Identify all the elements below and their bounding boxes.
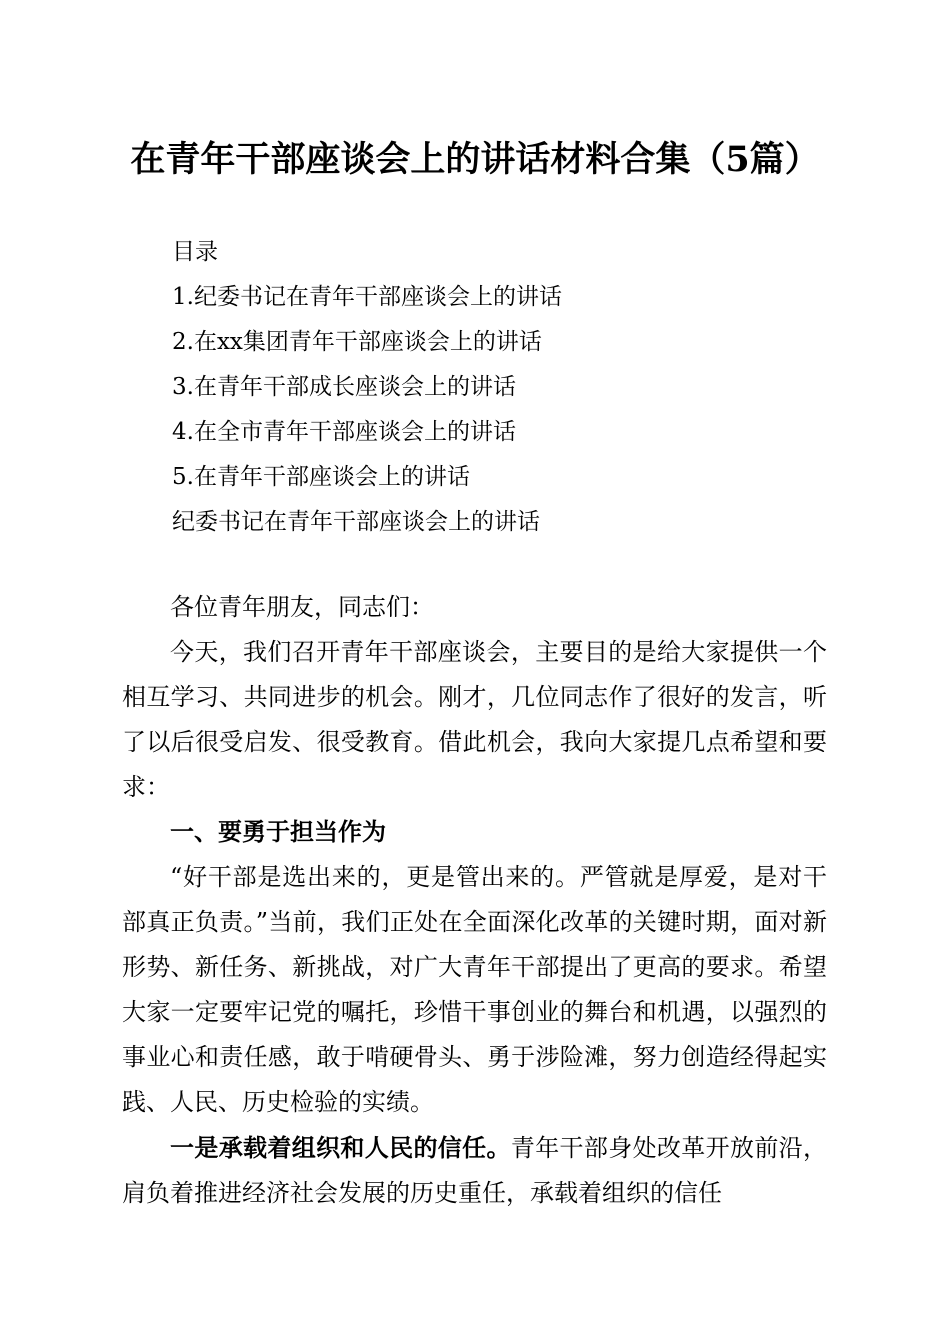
- section-heading: 一、要勇于担当作为: [170, 818, 386, 846]
- toc-item: 1.纪委书记在青年干部座谈会上的讲话: [172, 284, 562, 310]
- toc-item: 2.在xx集团青年干部座谈会上的讲话: [172, 329, 542, 355]
- toc-item: 3.在青年干部成长座谈会上的讲话: [172, 374, 516, 400]
- toc-heading: 目录: [172, 239, 218, 265]
- salutation: 各位青年朋友，同志们：: [170, 593, 434, 621]
- speech-body: [122, 585, 827, 1216]
- point-paragraph: [122, 1125, 827, 1216]
- document-title: 在青年干部座谈会上的讲话材料合集（5篇）: [130, 139, 820, 180]
- section-paragraph: “好干部是选出来的，更是管出来的。严管就是厚爱，是对干部真正负责。”当前，我们正处在全面深化改革的关键时期，面对新形势、新任务、新挑战，对广大青年干部提出了更高的要求。希望大家一定要牢记党的嘱托，珍惜干事创业的舞台和机遇，以强烈的事业心和责任感，敢于啃硬骨头、勇于涉险滩，努力创造经得起实践、人民、历史检验的实绩。: [122, 863, 827, 1116]
- point-text: 青年干部身处改革开放前沿，肩负着推进经济社会发展的历史重任，承载着组织的信任: [122, 1134, 828, 1207]
- intro-paragraph: 今天，我们召开青年干部座谈会，主要目的是给大家提供一个相互学习、共同进步的机会。刚才，几位同志作了很好的发言，听了以后很受启发、很受教育。借此机会，我向大家提几点希望和要求：: [122, 638, 827, 801]
- toc-item: 4.在全市青年干部座谈会上的讲话: [172, 419, 516, 445]
- point-lead: 一是承载着组织和人民的信任。: [170, 1133, 511, 1162]
- table-of-contents: [172, 230, 562, 545]
- toc-item: 5.在青年干部座谈会上的讲话: [172, 464, 470, 490]
- speech-title: 纪委书记在青年干部座谈会上的讲话: [172, 509, 540, 535]
